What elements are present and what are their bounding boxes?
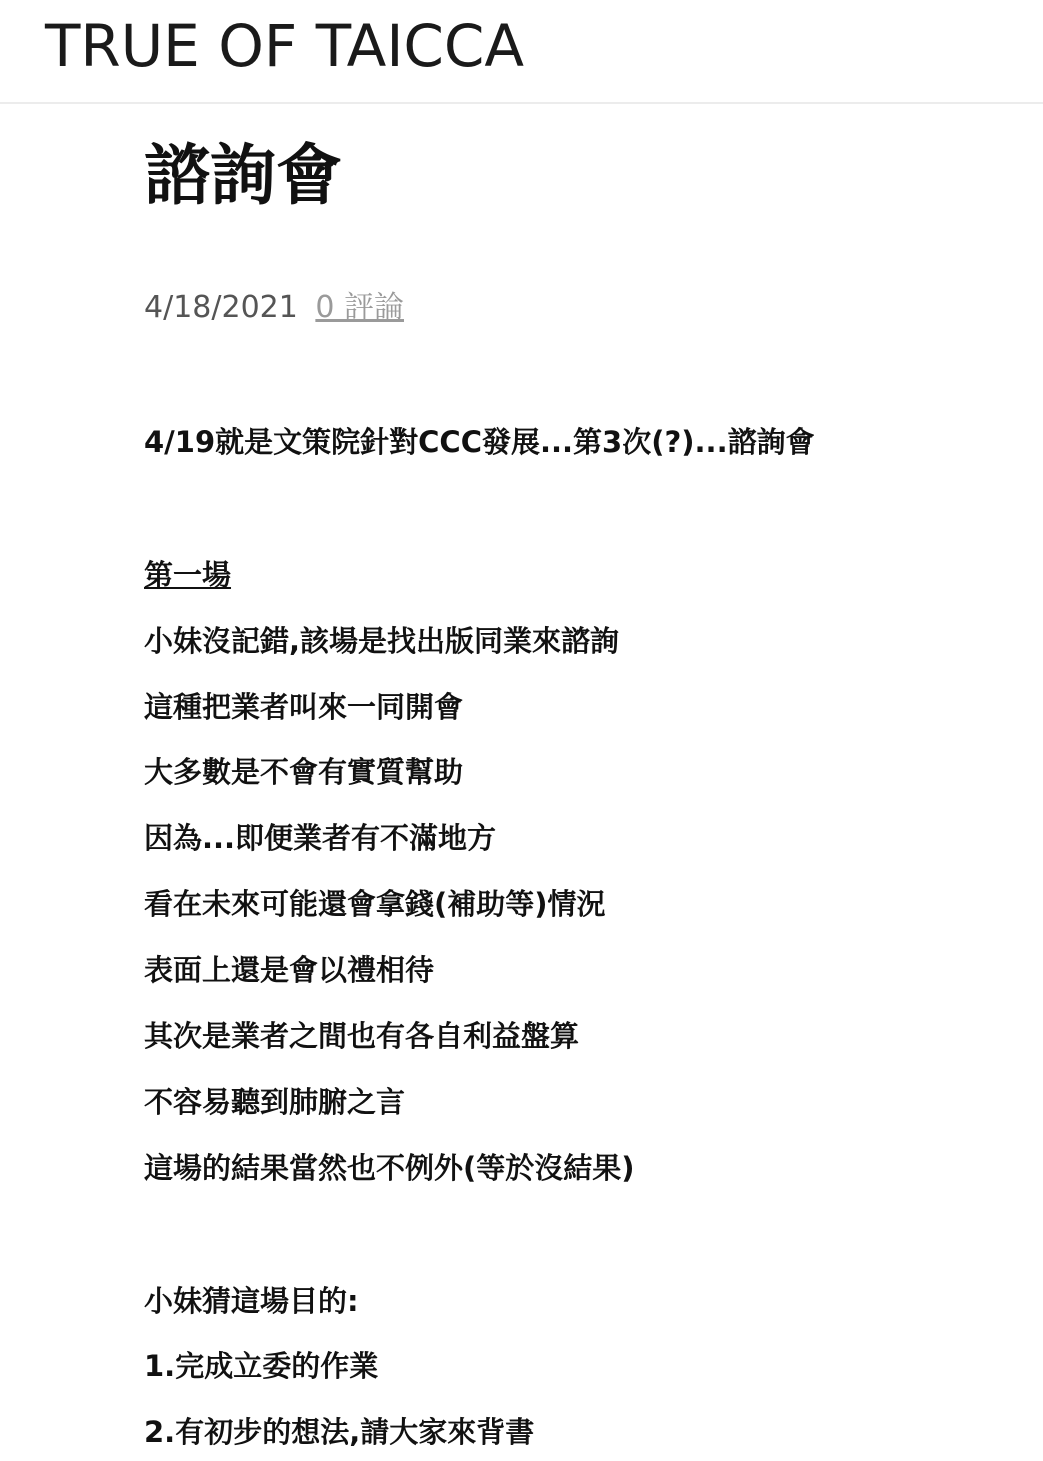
paragraph-line: 看在未來可能還會拿錢(補助等)情況 bbox=[144, 887, 606, 921]
paragraph-line: 大多數是不會有實質幫助 bbox=[144, 755, 464, 789]
intro-paragraph: 4/19就是文策院針對CCC發展...第3次(?)...諮詢會 bbox=[144, 425, 815, 459]
post-title: 諮詢會 bbox=[144, 137, 342, 214]
paragraph-line: 這場的結果當然也不例外(等於沒結果) bbox=[144, 1151, 635, 1185]
site-header bbox=[0, 0, 1043, 104]
paragraph-line: 因為...即便業者有不滿地方 bbox=[144, 821, 497, 855]
comments-link[interactable]: 0 評論 bbox=[315, 290, 404, 325]
site-title-link[interactable]: TRUE OF TAICCA bbox=[45, 12, 525, 80]
paragraph-line: 不容易聽到肺腑之言 bbox=[144, 1085, 406, 1119]
guess-heading: 小妹猜這場目的: bbox=[144, 1284, 359, 1318]
section-heading-1: 第一場 bbox=[144, 558, 232, 592]
post-date: 4/18/2021 bbox=[144, 290, 298, 325]
post-meta bbox=[144, 288, 404, 328]
list-item: 2.有初步的想法,請大家來背書 bbox=[144, 1415, 535, 1449]
paragraph-line: 其次是業者之間也有各自利益盤算 bbox=[144, 1019, 580, 1053]
paragraph-line: 表面上還是會以禮相待 bbox=[144, 953, 435, 987]
paragraph-line: 這種把業者叫來一同開會 bbox=[144, 690, 464, 724]
paragraph-line: 小妹沒記錯,該場是找出版同業來諮詢 bbox=[144, 624, 620, 658]
list-item: 1.完成立委的作業 bbox=[144, 1349, 379, 1383]
